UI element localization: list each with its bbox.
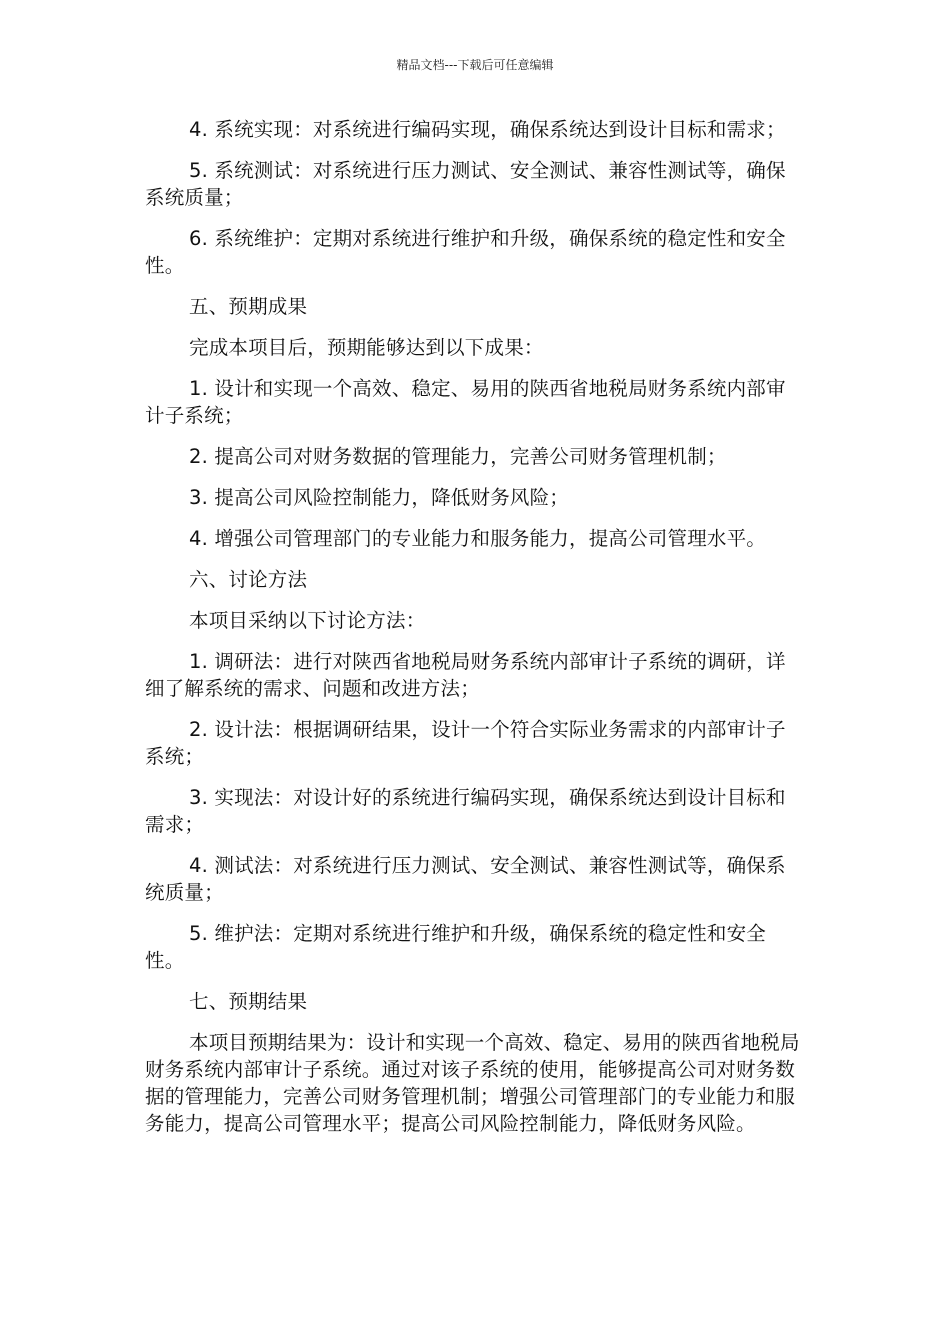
method-item-design: 2. 设计法：根据调研结果，设计一个符合实际业务需求的内部审计子系统； <box>145 718 786 768</box>
outcome-item-2: 2. 提高公司对财务数据的管理能力，完善公司财务管理机制； <box>189 445 727 468</box>
section-heading-expected-results: 七、预期结果 <box>189 990 308 1013</box>
section-heading-expected-outcomes: 五、预期成果 <box>189 295 308 318</box>
outcome-item-3: 3. 提高公司风险控制能力，降低财务风险； <box>189 486 570 509</box>
expected-results-paragraph: 本项目预期结果为：设计和实现一个高效、稳定、易用的陕西省地税局财务系统内部审计子系统。通过对该子系统的使用，能够提高公司对财务数据的管理能力，完善公司财务管理机制；增强公司管理部门的专业能力和服务能力，提高公司管理水平；提高公司风险控制能力，降低财务风险。 <box>145 1031 800 1135</box>
document-body <box>145 116 805 1151</box>
step-system-maintenance: 6. 系统维护：定期对系统进行维护和升级，确保系统的稳定性和安全性。 <box>145 227 786 277</box>
step-system-testing: 5. 系统测试：对系统进行压力测试、安全测试、兼容性测试等，确保系统质量； <box>145 159 786 209</box>
method-item-testing: 4. 测试法：对系统进行压力测试、安全测试、兼容性测试等，确保系统质量； <box>145 854 786 904</box>
method-item-maintenance: 5. 维护法：定期对系统进行维护和升级，确保系统的稳定性和安全性。 <box>145 922 767 972</box>
outcome-item-1: 1. 设计和实现一个高效、稳定、易用的陕西省地税局财务系统内部审计子系统； <box>145 377 786 427</box>
outcomes-intro: 完成本项目后，预期能够达到以下成果： <box>189 336 544 359</box>
section-heading-methods: 六、讨论方法 <box>189 568 308 591</box>
method-item-implementation: 3. 实现法：对设计好的系统进行编码实现，确保系统达到设计目标和需求； <box>145 786 786 836</box>
methods-intro: 本项目采纳以下讨论方法： <box>189 609 426 632</box>
step-system-implementation: 4. 系统实现：对系统进行编码实现，确保系统达到设计目标和需求； <box>189 118 786 141</box>
method-item-research: 1. 调研法：进行对陕西省地税局财务系统内部审计子系统的调研，详细了解系统的需求、问题和改进方法； <box>145 650 786 700</box>
page-header: 精品文档---下载后可任意编辑 <box>396 58 554 72</box>
outcome-item-4: 4. 增强公司管理部门的专业能力和服务能力，提高公司管理水平。 <box>189 527 767 550</box>
